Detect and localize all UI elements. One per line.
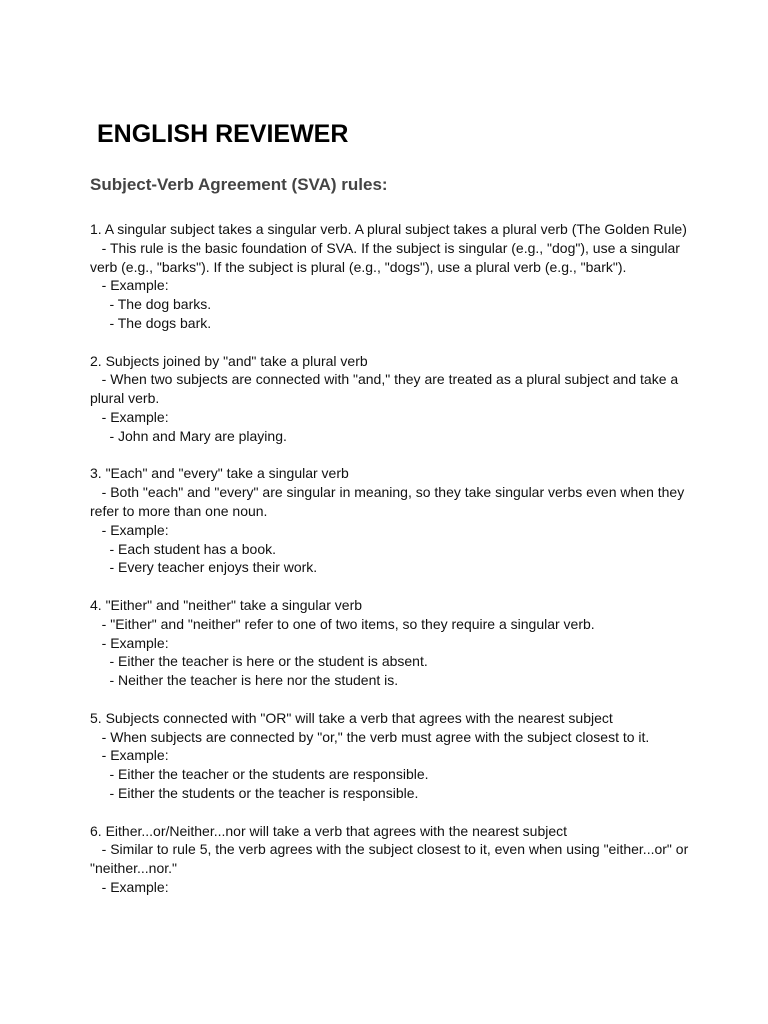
example-item: - The dogs bark. — [90, 314, 212, 331]
page-title: ENGLISH REVIEWER — [97, 120, 349, 148]
rule-explanation: - Similar to rule 5, the verb agrees with the subject closest to it, even when using "either...or" or "neither...nor." — [90, 841, 693, 877]
example-item: - John and Mary are playing. — [90, 427, 287, 444]
rule-1 — [90, 220, 690, 333]
rule-3 — [90, 464, 690, 577]
rule-explanation: - "Either" and "neither" refer to one of two items, so they require a singular verb. — [90, 615, 595, 632]
example-item: - The dog barks. — [90, 296, 212, 313]
example-label: - Example: — [90, 521, 169, 538]
example-label: - Example: — [90, 878, 169, 895]
rule-explanation: - When subjects are connected by "or," the verb must agree with the subject closest to it. — [90, 728, 650, 745]
rule-heading: 6. Either...or/Neither...nor will take a verb that agrees with the nearest subject — [90, 822, 568, 839]
example-item: - Either the students or the teacher is responsible. — [90, 784, 419, 801]
example-label: - Example: — [90, 408, 169, 425]
rule-5 — [90, 709, 690, 803]
example-label: - Example: — [90, 277, 169, 294]
example-item: - Either the teacher or the students are responsible. — [90, 766, 429, 783]
rule-explanation: - This rule is the basic foundation of SVA. If the subject is singular (e.g., "dog"), use a singular verb (e.g., "barks"). If the subject is plural (e.g., "dogs"), use a plural verb (e.g., "bark"). — [90, 239, 684, 275]
rule-6 — [90, 822, 693, 897]
rule-heading: 5. Subjects connected with "OR" will take a verb that agrees with the nearest subject — [90, 709, 613, 726]
example-label: - Example: — [90, 747, 169, 764]
rule-heading: 1. A singular subject takes a singular verb. A plural subject takes a plural verb (The Golden Rule) — [90, 221, 687, 237]
example-label: - Example: — [90, 634, 169, 651]
example-item: - Every teacher enjoys their work. — [90, 559, 318, 576]
example-item: - Neither the teacher is here nor the student is. — [90, 672, 399, 689]
rule-explanation: - Both "each" and "every" are singular in meaning, so they take singular verbs even when they refer to more than one noun. — [90, 484, 689, 519]
example-item: - Either the teacher is here or the student is absent. — [90, 653, 428, 670]
rule-explanation: - When two subjects are connected with "and," they are treated as a plural subject and take a plural verb. — [90, 371, 683, 407]
rules-list — [90, 220, 693, 915]
rule-heading: 3. "Each" and "every" take a singular verb — [90, 465, 349, 482]
rule-heading: 4. "Either" and "neither" take a singular verb — [90, 596, 363, 613]
example-item: - Each student has a book. — [90, 540, 277, 557]
rule-heading: 2. Subjects joined by "and" take a plural verb — [90, 352, 368, 369]
section-heading: Subject-Verb Agreement (SVA) rules: — [90, 175, 388, 194]
rule-4 — [90, 596, 690, 690]
rule-2 — [90, 352, 690, 446]
